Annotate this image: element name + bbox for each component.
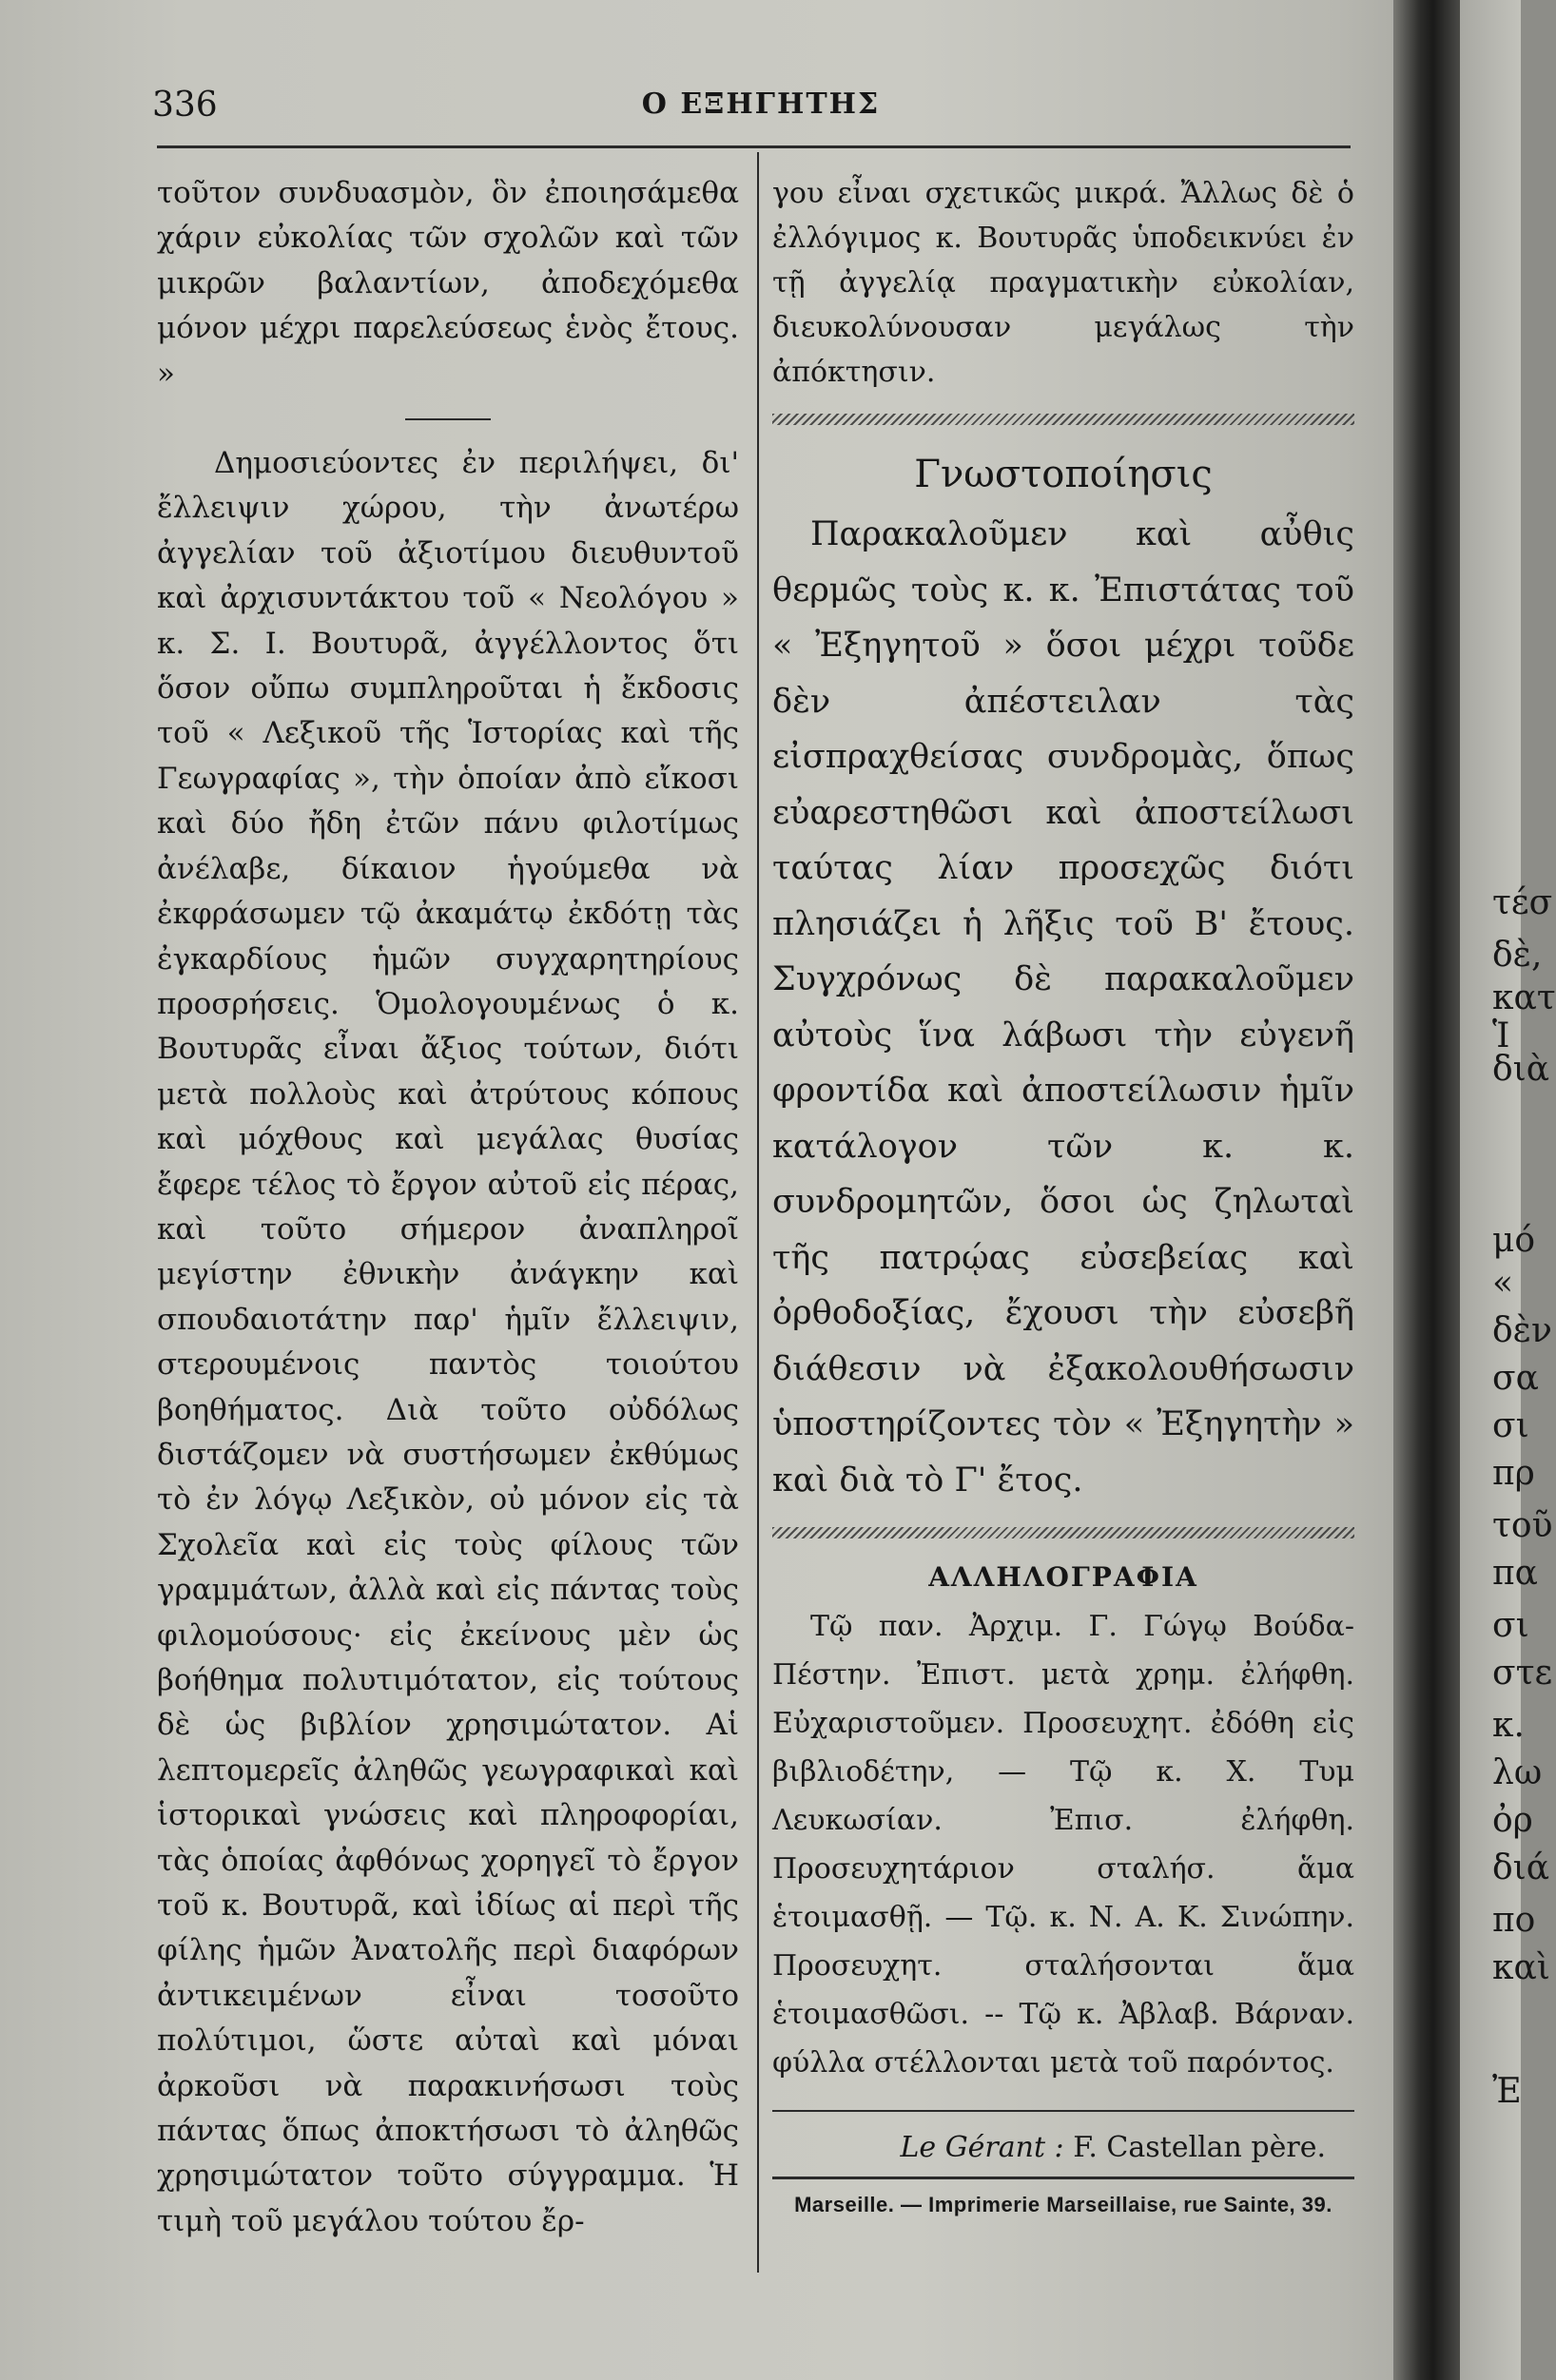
imprint-line: Marseille. — Imprimerie Marseillaise, rue Sainte, 39. (794, 2193, 1332, 2216)
column-rule (757, 152, 759, 2273)
adjacent-page-fragment: δὲ, (1492, 936, 1543, 975)
header-rule (157, 145, 1351, 148)
adjacent-page-fragment: κατ (1492, 978, 1556, 1017)
adjacent-page-fragment: πο (1492, 1901, 1536, 1940)
section-separator (405, 418, 491, 420)
gerant-label: Le Gérant : (900, 2131, 1064, 2164)
left-column (157, 171, 739, 2244)
notice-title: Γνωστοποίησις (914, 453, 1213, 496)
adjacent-page-fragment: σι (1492, 1606, 1529, 1645)
footer-rule (772, 2110, 1354, 2112)
article-paragraph-main: Δημοσιεύοντες ἐν περιλήψει, δι' ἔλλειψιν χώρου, τὴν ἀνωτέρω ἀγγελίαν τοῦ ἀξιοτίμου διευθυντοῦ καὶ ἀρχισυντάκτου τοῦ « Νεολόγου » κ. Σ. Ι. Βουτυρᾶ, ἀγγέλλοντος ὅτι ὅσον οὔπω συμπληροῦται ἡ ἔκδοσις τοῦ « Λεξικοῦ τῆς Ἱστορίας καὶ τῆς Γεωγραφίας », τὴν ὁποίαν ἀπὸ εἴκοσι καὶ δύο ἤδη ἐτῶν πάνυ φιλοτίμως ἀνέλαβε, δίκαιον ἡγούμεθα νὰ ἐκφράσωμεν τῷ ἀκαμάτῳ ἐκδότῃ τὰς ἐγκαρδίους ἡμῶν συγχαρητηρίους προσρήσεις. Ὁμολογουμένως ὁ κ. Βουτυρᾶς εἶναι ἄξιος τούτων, διότι μετὰ πολλοὺς καὶ ἀτρύτους κόπους καὶ μόχθους καὶ μεγάλας θυσίας ἔφερε τέλος τὸ ἔργον αὐτοῦ εἰς πέρας, καὶ τοῦτο σήμερον ἀναπληροῖ μεγίστην ἐθνικὴν ἀνάγκην καὶ σπουδαιοτάτην παρ' ἡμῖν ἔλλειψιν, στερουμένοις παντὸς τοιούτου βοηθήματος. Διὰ τοῦτο οὐδόλως διστάζομεν νὰ συστήσωμεν ἐκθύμως τὸ ἐν λόγῳ Λεξικὸν, οὐ μόνον εἰς τὰ Σχολεῖα καὶ εἰς τοὺς φίλους τῶν γραμμάτων, ἀλλὰ καὶ εἰς πάντας τοὺς φιλομούσους· εἰς ἐκείνους μὲν ὡς βοήθημα πολυτιμότατον, εἰς τούτους δὲ ὡς βιβλίον χρησιμώτατον. Αἱ λεπτομερεῖς ἀληθῶς γεωγραφικαὶ καὶ ἱστορικαὶ γνώσεις καὶ πληροφορίαι, τὰς ὁποίας ἀφθόνως χορηγεῖ τὸ ἔργον τοῦ κ. Βουτυρᾶ, καὶ ἰδίως αἱ περὶ τῆς φίλης ἡμῶν Ἀνατολῆς περὶ διαφόρων ἀντικειμένων εἶναι τοσοῦτο πολύτιμοι, ὥστε αὐταὶ καὶ μόναι ἀρκοῦσι νὰ παρακινήσωσι τοὺς πάντας ὅπως ἀποκτήσωσι τὸ ἀληθῶς χρησιμώτατον τοῦτο σύγγραμμα. Ἡ τιμὴ τοῦ μεγάλου τούτου ἔρ- (157, 446, 739, 2238)
adjacent-page-fragment: « (1492, 1264, 1514, 1303)
notice-body: Παρακαλοῦμεν καὶ αὖθις θερμῶς τοὺς κ. κ. Ἐπιστάτας τοῦ « Ἐξηγητοῦ » ὅσοι μέχρι τοῦδε δὲν ἀπέστειλαν τὰς εἰσπραχθείσας συνδρομὰς, ὅπως εὐαρεστηθῶσι καὶ ἀποστείλωσι ταύτας λίαν προσεχῶς διότι πλησιάζει ἡ λῆξις τοῦ Β' ἔτους. Συγχρόνως δὲ παρακαλοῦμεν αὐτοὺς ἵνα λάβωσι τὴν εὐγενῆ φροντίδα καὶ ἀποστείλωσιν ἡμῖν κατάλογον τῶν κ. κ. συνδρομητῶν, ὅσοι ὡς ζηλωταὶ τῆς πατρῴας εὐσεβείας καὶ ὀρθοδοξίας, ἔχουσι τὴν εὐσεβῆ διάθεσιν νὰ ἐξακολουθήσωσιν ὑποστηρίζοντες τὸν « Ἐξηγητὴν » καὶ διὰ τὸ Γ' ἔτος. (772, 515, 1354, 1500)
running-head-title: Ο ΕΞΗΓΗΤΗΣ (641, 87, 881, 121)
adjacent-page-fragment: Ἱ (1492, 1016, 1510, 1055)
imprint-rule (772, 2177, 1354, 2179)
adjacent-page-fragment: τοῦ (1492, 1506, 1553, 1545)
gerant-line (772, 2129, 1326, 2167)
adjacent-page-fragment: μό (1492, 1221, 1536, 1260)
adjacent-page-fragment: διά (1492, 1848, 1550, 1887)
adjacent-page-fragment: σα (1492, 1359, 1539, 1398)
adjacent-page-fragment: σι (1492, 1406, 1529, 1445)
right-column (772, 171, 1354, 2217)
adjacent-page-fragment: ὀρ (1492, 1801, 1533, 1840)
adjacent-page-fragment: κ. (1492, 1706, 1525, 1745)
article-continuation: γου εἶναι σχετικῶς μικρά. Ἄλλως δὲ ὁ ἐλλόγιμος κ. Βουτυρᾶς ὑποδεικνύει ἐν τῇ ἀγγελίᾳ πραγματικὴν εὐκολίαν, διευκολύνουσαν μεγάλως τὴν ἀπόκτησιν. (772, 177, 1354, 389)
adjacent-page-fragment: διὰ (1492, 1050, 1550, 1089)
page-number: 336 (152, 86, 218, 125)
adjacent-page-edge (1460, 0, 1556, 2380)
gerant-name: F. Castellan père. (1073, 2131, 1326, 2164)
wavy-separator-1 (772, 414, 1354, 425)
adjacent-page-fragment: λω (1492, 1753, 1543, 1792)
adjacent-page-fragment: δὲν (1492, 1311, 1552, 1350)
wavy-separator-2 (772, 1527, 1354, 1538)
adjacent-page-fragment: πα (1492, 1554, 1538, 1593)
correspondence-title: ΑΛΛΗΛΟΓΡΑΦΙΑ (928, 1561, 1198, 1593)
adjacent-page-fragment: στε (1492, 1654, 1553, 1693)
adjacent-page-fragment: πρ (1492, 1454, 1535, 1493)
binding-gutter (1393, 0, 1460, 2380)
adjacent-page-fragment: καὶ (1492, 1948, 1550, 1987)
adjacent-page-fragment: Ἐ (1492, 2072, 1522, 2111)
adjacent-page-fragment: τέσ (1492, 883, 1553, 922)
correspondence-body: Τῷ παν. Ἀρχιμ. Γ. Γώγῳ Βούδα-Πέστην. Ἐπιστ. μετὰ χρημ. ἐλήφθη. Εὐχαριστοῦμεν. Προσευχητ. ἐδόθη εἰς βιβλιοδέτην, — Τῷ κ. Χ. Τυμ Λευκωσίαν. Ἐπισ. ἐλήφθη. Προσευχητάριον σταλήσ. ἅμα ἑτοιμασθῇ. — Τῷ. κ. Ν. Α. Κ. Σινώπην. Προσευχητ. σταλήσονται ἅμα ἑτοιμασθῶσι. -- Τῷ κ. Ἀβλαβ. Βάρναν. φύλλα στέλλονται μετὰ τοῦ παρόντος. (772, 1610, 1354, 2080)
article-paragraph-continuation: τοῦτον συνδυασμὸν, ὃν ἐποιησάμεθα χάριν εὐκολίας τῶν σχολῶν καὶ τῶν μικρῶν βαλαντίων, ἀποδεχόμεθα μόνον μέχρι παρελεύσεως ἑνὸς ἔτους. » (157, 176, 739, 391)
